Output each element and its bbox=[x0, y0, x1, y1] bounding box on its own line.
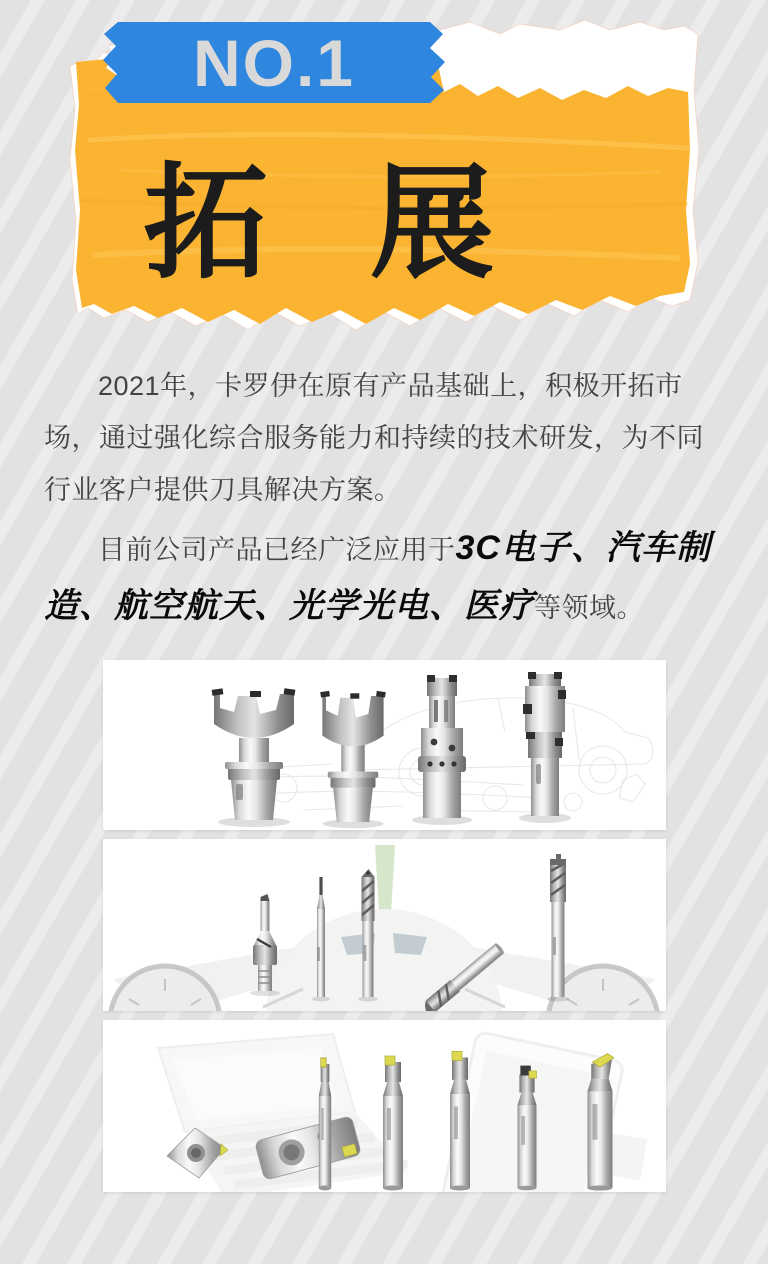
p2-prefix: 目前公司产品已经广泛应用于 bbox=[98, 535, 456, 565]
field-optics: 光学光电 bbox=[289, 587, 429, 625]
field-aerospace: 航空航天 bbox=[114, 587, 254, 625]
p2-suffix: 等领域。 bbox=[534, 593, 644, 623]
corn-mill-holder bbox=[320, 691, 385, 828]
field-separator: 、 bbox=[429, 587, 464, 625]
banner-title: 拓 展 bbox=[143, 155, 529, 293]
ribbon-badge-label: NO.1 bbox=[192, 26, 356, 100]
panel-turning-tools bbox=[103, 1020, 666, 1192]
field-automotive: 汽车制造 bbox=[44, 529, 711, 625]
boring-bar bbox=[383, 1056, 403, 1191]
product-panels bbox=[103, 660, 666, 1192]
field-separator: 、 bbox=[79, 587, 114, 625]
field-3c-electronics: 3C电子 bbox=[455, 529, 571, 567]
tool-holders-car-image bbox=[103, 660, 666, 830]
field-separator: 、 bbox=[570, 529, 606, 567]
drills-airplane-image bbox=[103, 839, 666, 1011]
modular-boring-head bbox=[412, 675, 472, 825]
banner bbox=[0, 0, 768, 344]
face-mill-holder bbox=[212, 688, 296, 827]
step-reamer-holder bbox=[519, 672, 571, 823]
intro-section bbox=[0, 344, 768, 636]
boring-bar bbox=[518, 1066, 537, 1191]
intro-paragraph-2 bbox=[44, 520, 722, 636]
turning-tools-laptop-image bbox=[103, 1020, 666, 1192]
intro-paragraph-1: 2021年，卡罗伊在原有产品基础上，积极开拓市场，通过强化综合服务能力和持续的技术研发，为不同行业客户提供刀具解决方案。 bbox=[44, 371, 704, 505]
panel-drills bbox=[103, 839, 666, 1011]
field-separator: 、 bbox=[254, 587, 289, 625]
boring-bar-slim bbox=[319, 1058, 331, 1191]
field-medical: 医疗 bbox=[464, 587, 534, 625]
airplane-image bbox=[110, 845, 658, 1011]
boring-bar bbox=[450, 1051, 470, 1190]
torn-paper-banner-image bbox=[0, 0, 768, 344]
panel-tool-holders bbox=[103, 660, 666, 830]
